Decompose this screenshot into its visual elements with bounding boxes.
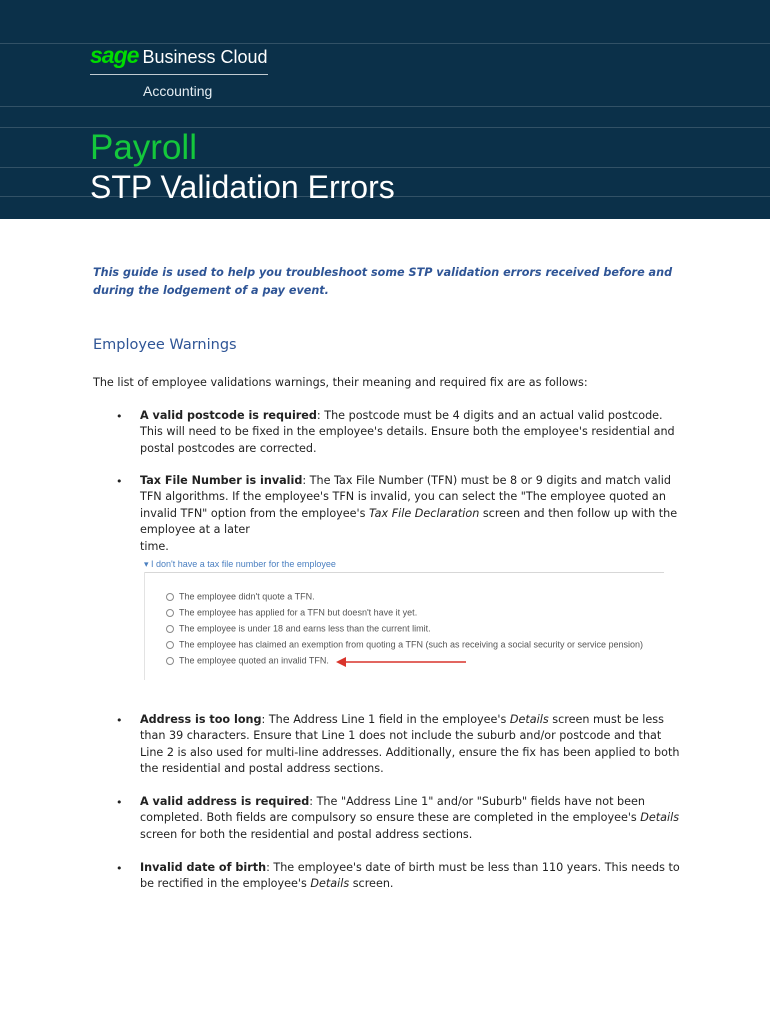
tfn-option[interactable]: The employee has applied for a TFN but doesn't have it yet. <box>166 607 417 621</box>
list-item-tfn <box>140 473 680 555</box>
item-description: : The employee's date of birth must be less than 110 years. This needs to be rectified in the employee's <box>140 861 680 891</box>
item-description-cont: screen for both the residential and postal address sections. <box>140 827 473 841</box>
radio-icon[interactable] <box>166 657 174 665</box>
bullet-glyph: • <box>116 410 123 423</box>
item-description: : The postcode must be 4 digits and an actual valid postcode. This will need to be fixed in the employee's details. Ensure both the employee's residential and postal postcodes are corrected. <box>140 409 675 455</box>
logo-divider <box>90 74 268 75</box>
tfn-option[interactable]: The employee is under 18 and earns less than the current limit. <box>166 623 431 637</box>
logo-product: Business Cloud <box>142 47 268 67</box>
bullet-glyph: • <box>116 862 123 875</box>
screenshot-border <box>144 572 145 680</box>
screenshot-divider <box>144 572 664 573</box>
section-heading: Employee Warnings <box>93 337 237 353</box>
item-description: : The "Address Line 1" and/or "Suburb" fields have not been completed. Both fields are compulsory so ensure these are completed in the employee's <box>140 795 646 825</box>
tfn-toggle-link[interactable]: ▾ I don't have a tax file number for the employee <box>144 559 336 569</box>
item-description: : The Tax File Number (TFN) must be 8 or 9 digits and match valid TFN algorithms. If the employee's TFN is invalid, you can select the "The employee quoted an invalid TFN" option from the employee's <box>140 474 671 520</box>
radio-icon[interactable] <box>166 625 174 633</box>
tfn-option[interactable]: The employee didn't quote a TFN. <box>166 591 315 605</box>
list-item-date-of-birth <box>140 860 680 893</box>
tfn-option-invalid[interactable]: The employee quoted an invalid TFN. <box>166 655 329 669</box>
item-term: A valid postcode is required <box>140 409 317 422</box>
sage-logo <box>90 42 268 69</box>
tfn-options-screenshot <box>144 558 664 680</box>
bullet-glyph: • <box>116 796 123 809</box>
document-subtitle: STP Validation Errors <box>90 169 395 205</box>
radio-icon[interactable] <box>166 593 174 601</box>
list-item-postcode <box>140 408 680 457</box>
item-description: : The Address Line 1 field in the employee's <box>261 713 510 726</box>
radio-icon[interactable] <box>166 609 174 617</box>
item-term: Address is too long <box>140 713 262 726</box>
document-header-banner <box>0 0 770 219</box>
list-item-address-required <box>140 794 680 843</box>
red-arrow-icon <box>332 655 472 669</box>
intro-paragraph: This guide is used to help you troubleshoot some STP validation errors received before and during the lodgement of a pay event. <box>93 266 673 297</box>
item-term: Tax File Number is invalid <box>140 474 303 487</box>
list-item-address-length <box>140 712 680 778</box>
bullet-glyph: • <box>116 714 123 727</box>
item-emphasis: Tax File Declaration <box>369 506 480 520</box>
item-description-end: time. <box>140 539 169 553</box>
item-term: Invalid date of birth <box>140 861 267 874</box>
tfn-option[interactable]: The employee has claimed an exemption from quoting a TFN (such as receiving a social security or service pension) <box>166 639 643 653</box>
item-description-cont: screen must be less than 39 characters. Ensure that Line 1 does not include the suburb and/or postcode and that Line 2 is also used for multi-line addresses. Additionally, ensure the fix has been applied to both the residential and postal address sections. <box>140 713 680 776</box>
item-term: A valid address is required <box>140 795 310 808</box>
item-emphasis: Details <box>310 877 350 891</box>
item-emphasis: Details <box>640 811 680 825</box>
radio-icon[interactable] <box>166 641 174 649</box>
section-lead: The list of employee validations warnings, their meaning and required fix are as follows: <box>93 376 588 389</box>
logo-subproduct: Accounting <box>143 83 213 99</box>
logo-brand: sage <box>90 42 139 68</box>
item-description-cont: screen and then follow up with the employee at a later <box>140 506 678 537</box>
item-description-cont: screen. <box>349 877 394 891</box>
document-title: Payroll <box>90 128 197 167</box>
bullet-glyph: • <box>116 475 123 488</box>
item-emphasis: Details <box>509 713 549 726</box>
